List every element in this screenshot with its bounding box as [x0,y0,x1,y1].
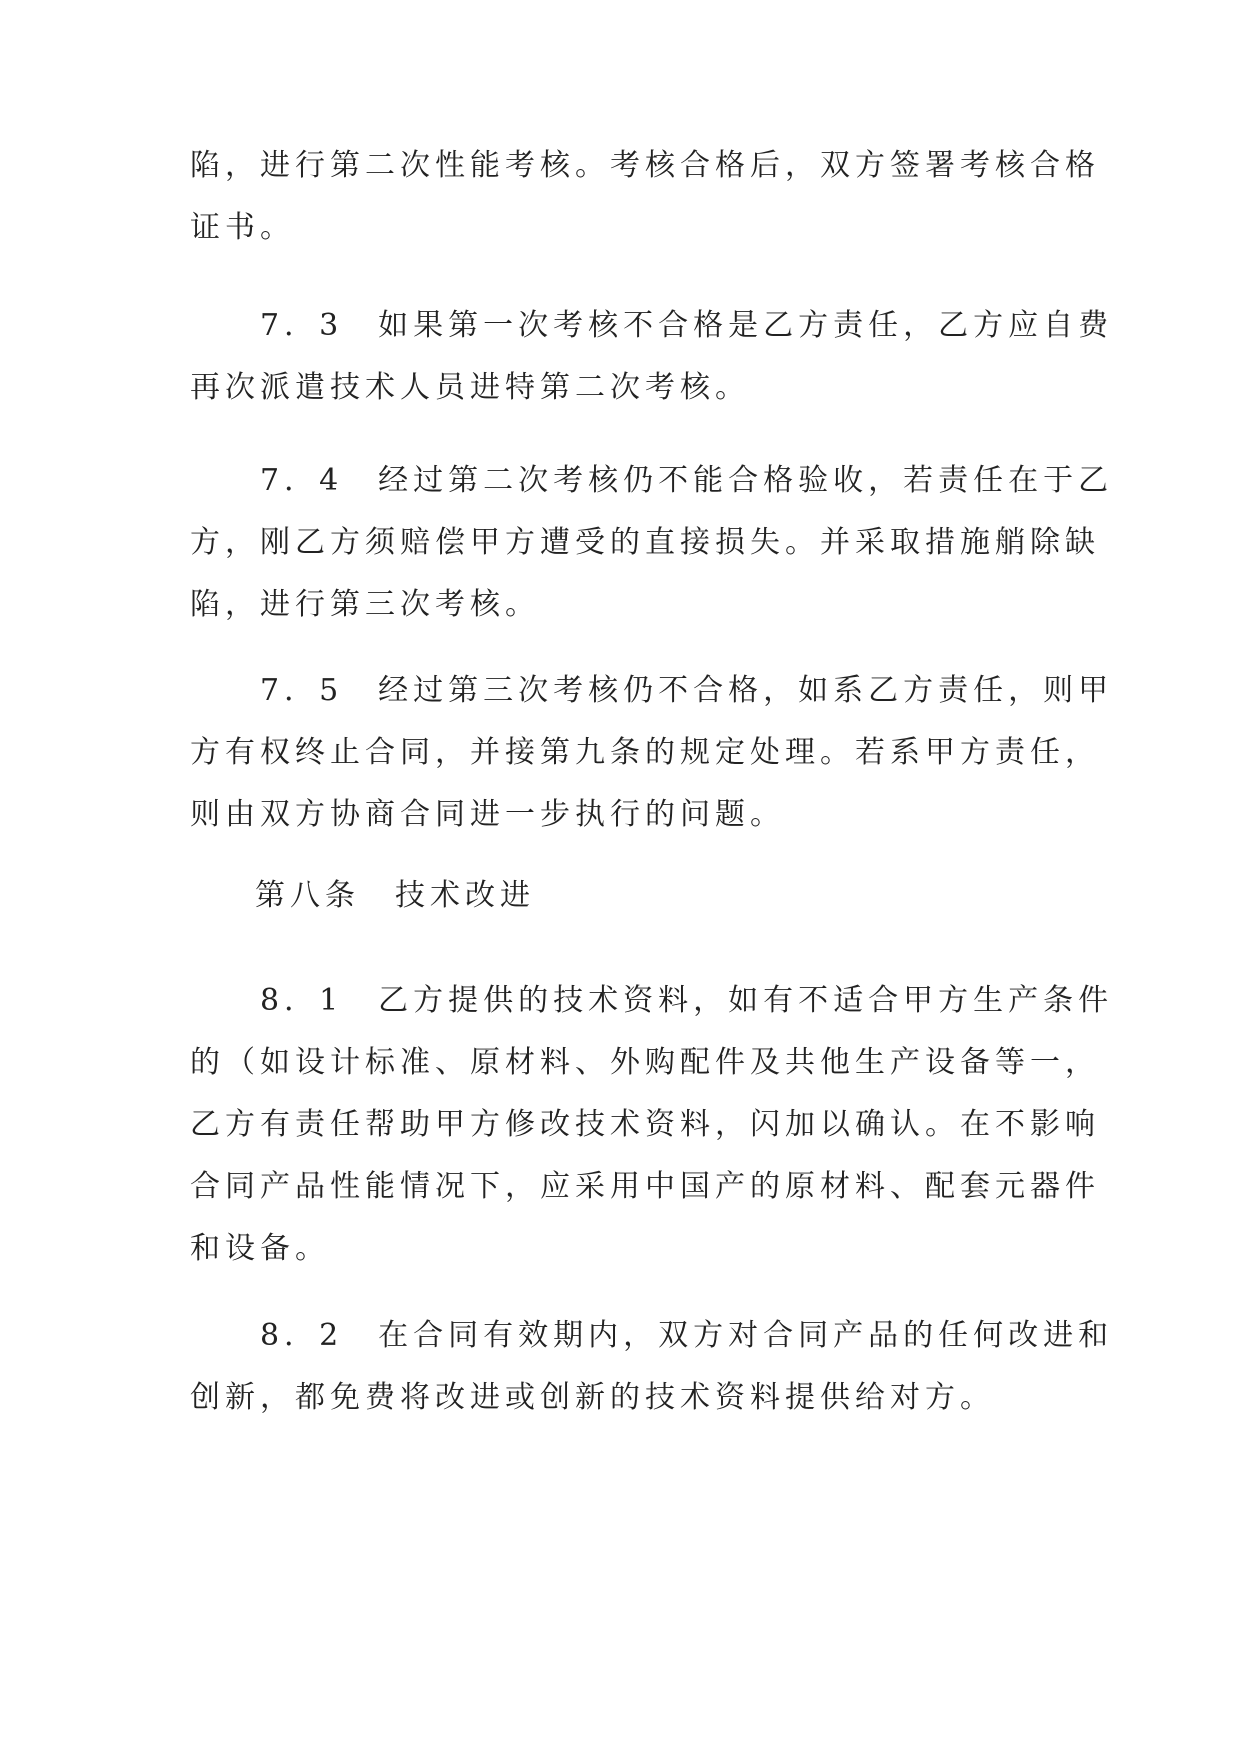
text-line: 的（如设计标准、原材料、外购配件及共他生产设备等一， [190,1045,1100,1080]
text-line: 7．3 如果第一次考核不合格是乙方责任，乙方应自费 [190,308,1114,343]
text-line: 方有权终止合同，并接第九条的规定处理。若系甲方责任， [190,735,1100,770]
paragraph-7-3 [190,295,1114,419]
text-line: 证书。 [190,210,295,245]
text-line: 8．1 乙方提供的技术资料，如有不适合甲方生产条件 [190,983,1114,1018]
paragraph-7-4 [190,450,1114,636]
text-line: 合同产品性能情况下，应采用中国产的原材料、配套元器件 [190,1169,1100,1204]
text-line: 7．4 经过第二次考核仍不能合格验收，若责任在于乙 [190,463,1114,498]
text-line: 和设备。 [190,1231,330,1266]
text-line: 8．2 在合同有效期内，双方对合同产品的任何改进和 [190,1318,1114,1353]
text-line: 陷，进行第三次考核。 [190,587,540,622]
paragraph-8-2 [190,1305,1114,1429]
section-heading-article-8: 第八条 技术改进 [255,878,535,913]
text-line: 方，刚乙方须赔偿甲方遭受的直接损失。并采取措施艄除缺 [190,525,1100,560]
paragraph-7-5 [190,660,1114,846]
text-line: 则由双方协商合同进一步执行的问题。 [190,797,785,832]
paragraph-7-2-continued [190,135,1100,259]
text-line: 乙方有责任帮助甲方修改技术资料，闪加以确认。在不影响 [190,1107,1100,1142]
text-line: 再次派遣技术人员进特第二次考核。 [190,370,750,405]
text-line: 创新，都免费将改进或创新的技术资料提供给对方。 [190,1380,995,1415]
text-line: 陷，进行第二次性能考核。考核合格后，双方签署考核合格 [190,148,1100,183]
paragraph-8-1 [190,970,1114,1280]
text-line: 7．5 经过第三次考核仍不合格，如系乙方责任，则甲 [190,673,1114,708]
